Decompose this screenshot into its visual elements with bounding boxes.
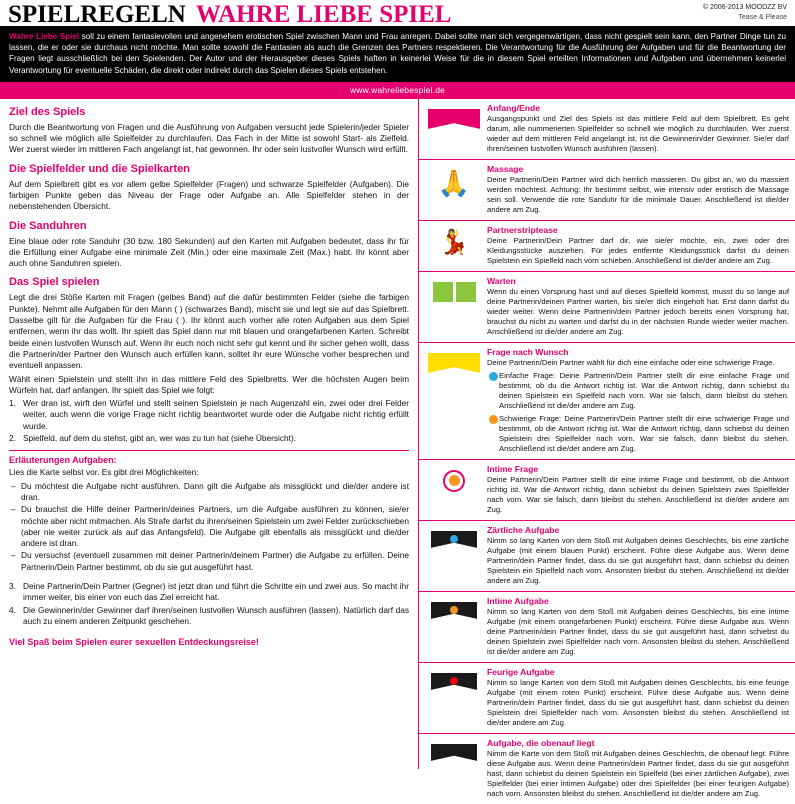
circle-orange-icon [423, 464, 485, 492]
entry-text: Deine Partnerin/Dein Partner darf dir, wie sie/er möchte, ein, zwei oder drei Kleidungsstücke ausziehen. Für jedes entfernte Kleidungsstück darfst du deinen Spielstein ein Spielfeld nach vorn schieben. Anschließend ist die/der andere am Zug. [487, 235, 789, 265]
entry-text: Ausgangspunkt und Ziel des Spiels ist das mittlere Feld auf dem Spielbrett. Es geht darum, alle nummerierten Spielfelder so schnell wie möglich zu durchlaufen. Wer zuerst wieder auf dem mittleren Feld angelangt ist, ist die Gewinnerin/der Gewinner. Sie/er darf ihren/seinen lustvollen Wunsch ausführen (lassen). [487, 113, 789, 153]
list-item [9, 481, 409, 504]
explanation-text: Du brauchst die Hilfe deiner Partnerin/deines Partners, um die Aufgabe ausführen zu können, sie/er möchte aber nicht mitmachen. Als Strafe darfst du ihren/seinen Spielstein um zwei Felder zurückschieben (aber nie weiter zurück als auf das Anfangsfeld). Die Aufgabe gilt ebenfalls als missglückt und die/der andere ist dran. [21, 504, 409, 549]
rules-column [0, 99, 418, 769]
legend-entry-anfang-ende [419, 99, 795, 160]
copyright-line-1: © 2006-2013 MOODZZ BV [702, 4, 787, 11]
entry-title: Massage [487, 163, 524, 174]
numbered-steps-2 [9, 581, 409, 627]
sub-entry-einfache-frage [487, 371, 789, 411]
section-title-sanduhren: Die Sanduhren [9, 219, 87, 232]
banner-black-red-dot-icon [423, 667, 485, 690]
sub-entry-text: Einfache Frage: Deine Partnerin/Dein Partner stellt dir eine einfache Frage und bestimmt, ob du die Antwort richtig ist. War die Antwort richtig, dann schiebst du deinen Spielstein ein Spielfeld nach vorn. War sie falsch, dann bleibst du stehen. Anschließend ist die/der andere am Zug. [499, 370, 789, 410]
dash-bullet: – [11, 480, 16, 491]
legend-entry-zaertliche-aufgabe [419, 521, 795, 592]
section-title-spielen: Das Spiel spielen [9, 276, 100, 289]
explanations-list [9, 481, 409, 573]
explanation-text: Du versuchst (eventuell zusammen mit deiner Partnerin/deinem Partner) die Aufgabe zu erfüllen. Deine Partnerin/Dein Partner bestimmt, ob du sie gut ausgeführt hast. [21, 550, 409, 572]
entry-text: Deine Partnerin/Dein Partner wird dich herrlich massieren. Du gibst an, wo du massiert werden möchtest. Achtung: Ihr bestimmt selbst, wie intensiv oder erotisch die Massage sein soll. Verwende die rote Sanduhr für die minimale Dauer. Anschließend ist die/der andere am Zug. [487, 174, 789, 214]
step-number: 2. [9, 433, 16, 444]
list-item [9, 605, 409, 628]
entry-title: Warten [487, 275, 516, 286]
content-columns [0, 99, 795, 798]
legend-entry-warten [419, 272, 795, 343]
entry-text: Nimm so lang Karten von dem Stoß mit Aufgaben deines Geschlechts, bis eine intime Aufgabe (mit einem orangefarbenen Punkt) erscheint. Führe diese Aufgabe aus. Wenn deine Partnerin/dein Partner findet, dass du sie gut ausgeführt hast, dann schiebst du deinen Spielstein zwei Spielfelder nach vorn. Ansonsten bleibst du stehen. Anschließend ist die/der andere am Zug. [487, 606, 789, 656]
praying-hands-icon: 🙏 [437, 167, 471, 198]
divider [9, 450, 409, 451]
blue-dot-icon [487, 371, 499, 381]
step-text: Deine Partnerin/Dein Partner (Gegner) ist jetzt dran und führt die Schritte ein und zwei aus. So macht ihr immer weiter, bis einer von euch das Ziel erreicht hat. [23, 581, 409, 603]
banner-black-blue-dot-icon [423, 525, 485, 548]
entry-text: Nimm so lange Karten von dem Stoß mit Aufgaben deines Geschlechts, bis eine feurige Aufgabe (mit einem roten Punkt) erscheint. Führe diese Aufgabe aus. Wenn deine Partnerin/dein Partner findet, dass du sie gut ausgeführt hast, dann schiebst du deinen Spielstein drei Spielfelder nach vorn. Ansonsten bleibst du stehen. Anschließend ist die/der andere am Zug. [487, 677, 789, 727]
section-title-ziel: Ziel des Spiels [9, 105, 86, 118]
section-text-ziel: Durch die Beantwortung von Fragen und die Ausführung von Aufgaben versucht jede Spielerin/jeder Spieler so schnell wie möglich alle Spielfelder zu durchlaufen. Das Fach in der Mitte ist sowohl Start- als Zielfeld. Wer zuerst wieder im mittleren Fach angelangt ist, hat gewonnen. Ihr oder sein lustvoller Wunsch wird erfüllt. [9, 121, 409, 155]
section-text-spielfelder: Auf dem Spielbrett gibt es vor allem gelbe Spielfelder (Fragen) und schwarze Spielfelder (Aufgaben). Die farbigen Punkte geben das Niveau der Frage oder Aufgabe an. Alle Spielfelder stehen in der nebenstehenden Übersicht. [9, 178, 409, 212]
list-item [9, 550, 409, 573]
orange-dot-icon [487, 414, 499, 424]
list-item [9, 504, 409, 549]
legend-entry-partnerstriptease [419, 221, 795, 272]
entry-title: Partnerstriptease [487, 224, 558, 235]
numbered-steps-1 [9, 398, 409, 444]
copyright-line-2: Tease & Please [738, 14, 787, 21]
dash-bullet: – [11, 504, 16, 515]
section-title-spielfelder: Die Spielfelder und die Spielkarten [9, 162, 190, 175]
entry-title: Intime Aufgabe [487, 595, 549, 606]
title-black: SPIELREGELN [8, 1, 186, 28]
entry-text: Deine Partnerin/Dein Partner wählt für dich eine einfache oder eine schwierige Frage. [487, 357, 775, 367]
banner-yellow-icon [423, 347, 485, 373]
intro-text: soll zu einem fantasievollen und angenehem erotischen Spiel zwischen Mann und Frau anregen. Dabei sollte man sich vergegenwärtigen, dass nicht gespielt sein kann, den Partner Dinge tun zu lassen, die er oder sie durchaus nicht möchte. Man sollte sowohl die Fantasien als auch die Grenzen des Partners respektieren. Die Verantwortung für die Ausführung der Aufgaben und für die Beantwortung der Fragen liegt ausschließlich bei den Spielenden. Der Autor und der Herausgeber dieses Spiels haften in keinerlei Weise für die in diesem Spiel erteilten Informationen und Aufgaben und übernehmen keinerlei Verantwortung für eventuelle Schäden, die direkt oder indirekt durch das Spielen dieses Spiels entstehen. [9, 32, 786, 75]
copyright-block [703, 3, 787, 23]
step-text: Spielfeld, auf dem du stehst, gibt an, wer was zu tun hat (siehe Übersicht). [23, 433, 297, 444]
page-title [8, 2, 789, 28]
list-item [9, 398, 409, 432]
sub-entry-text: Schwierige Frage: Deine Partnerin/Dein Partner stellt dir eine schwierige Frage und bestimmt, ob die Antwort richtig ist. War die Antwort richtig, dann schiebst du deinen Spielstein drei Spielfelder nach vorn. War sie falsch, dann bleibst du stehen. Anschließend ist die/der andere am Zug. [499, 413, 789, 453]
closing-message: Viel Spaß beim Spielen eurer sexuellen Entdeckungsreise! [9, 637, 259, 648]
legend-entry-feurige-aufgabe [419, 663, 795, 734]
legend-entry-intime-frage [419, 460, 795, 521]
entry-title: Zärtliche Aufgabe [487, 524, 560, 535]
entry-title: Intime Frage [487, 463, 539, 474]
striptease-figure-icon: 💃 [439, 228, 469, 256]
explanation-text: Du möchtest die Aufgabe nicht ausführen. Dann gilt die Aufgabe als missglückt und die/der andere ist dran. [21, 480, 409, 502]
section-text-spielen-2: Wählt einen Spielstein und stellt ihn in das mittlere Feld des Spielbretts. Wer die höchsten Augen beim Würfeln hat, darf anfangen. Ihr spielt das Spiel wie folgt: [9, 373, 409, 395]
legend-entry-intime-aufgabe [419, 592, 795, 663]
banner-black-plain-icon [423, 738, 485, 761]
entry-text: Deine Partnerin/Dein Partner stellt dir eine intime Frage und bestimmt, ob die Antwort richtig ist. War die Antwort richtig, dann schiebst du deinen Spielstein zwei Spielfelder nach vorn. War sie falsch, dann bleibst du stehen. Anschließend ist die/der andere am Zug. [487, 474, 789, 514]
section-text-sanduhren: Eine blaue oder rote Sanduhr (30 bzw. 180 Sekunden) auf den Karten mit Aufgaben bedeutet, dass ihr für die Erfüllung einer Aufgabe eine minimale Zeit (Min.) oder eine maximale Zeit (Max.) habt. Ihr könnt aber auch ohne Sanduhren spielen. [9, 235, 409, 269]
entry-title: Aufgabe, die obenauf liegt [487, 737, 595, 748]
entry-title: Frage nach Wunsch [487, 346, 569, 357]
explanations-title: Erläuterungen Aufgaben: [9, 455, 117, 466]
intro-lead: Wahre Liebe Spiel [9, 32, 80, 41]
sub-entry-schwierige-frage [487, 414, 789, 454]
step-number: 3. [9, 581, 16, 592]
explanations-lead: Lies die Karte selbst vor. Es gibt drei Möglichkeiten: [9, 467, 199, 478]
page-header [0, 0, 795, 26]
section-text-spielen-1: Legt die drei Stöße Karten mit Fragen (gelbes Band) auf die dafür bestimmten Felder (siehe die farbigen Punkte). Nehmt alle Aufgaben für den Mann ( ) (schwarzes Band), mischt sie und legt sie auf das Spielbrett. Dasselbe gilt für die Aufgaben für die Frau ( ). Ihr könnt auch vorher alle roten Aufgaben aus dem Spiel entfernen, wenn ihr das wollt. Ihr spielt das Spiel dann nur mit blauen und orangefarbenen Karten. Schreibt beide einen lustvollen Wunsch auf. Wenn ihr euch noch nicht sehr gut kennt und ihr sicher gehen wollt, dass die Partnerin/der Partner den Wunsch auch erfüllen kann, solltet ihr eure Wünsche vorher besprechen und eventuell anpassen. [9, 292, 409, 371]
banner-black-orange-dot-icon [423, 596, 485, 619]
legend-entry-frage-nach-wunsch [419, 343, 795, 460]
dash-bullet: – [11, 550, 16, 561]
entry-text: Nimm die Karte von dem Stoß mit Aufgaben deines Geschlechts, die obenauf liegt. Führe diese Aufgabe aus. Wenn deine Partnerin/dein Partner findet, dass du sie gut ausgeführt hast, dann schiebst du deinen Spielstein ein Spielfeld (bei einer zärtlichen Aufgabe), zwei Spielfelder (bei einer intimen Aufgabe) oder drei Spielfelder (bei einer feurigen Aufgabe) nach vorn. Ansonsten bleibst du stehen. Anschließend ist die/der andere am Zug. [487, 748, 789, 798]
step-number: 4. [9, 604, 16, 615]
step-text: Wer dran ist, wirft den Würfel und stellt seinen Spielstein je nach Augenzahl ein, zwei oder drei Felder weiter, auch wenn die vorige Frage nicht richtig beantwortet wurde oder die Aufgabe nicht richtig erfüllt wurde. [23, 398, 409, 431]
legend-column [418, 99, 795, 798]
step-text: Die Gewinnerin/der Gewinner darf ihren/seinen lustvollen Wunsch ausführen (lassen). Natürlich darf das auch zu einem anderen Zeitpunkt geschehen. [23, 604, 409, 626]
green-squares-icon [423, 276, 485, 302]
entry-title: Feurige Aufgabe [487, 666, 555, 677]
legend-entry-aufgabe-obenauf [419, 734, 795, 804]
legend-entry-massage [419, 160, 795, 221]
list-item [9, 433, 409, 444]
banner-pink-icon [423, 103, 485, 129]
entry-text: Wenn du einen Vorsprung hast und auf dieses Spielfeld kommst, musst du so lange auf deine Partnerin/deinen Partner warten, bis sie/er dich eingeholt hat. Erst dann darfst du wieder weiter. Wenn deine Partnerin/dein Partner jedoch bereits einen Vorsprung hat, brauchst du nicht zu warten und darfst du in der nächsten Runde wieder weiter machen. Anschließend ist die/der andere am Zug. [487, 286, 789, 336]
entry-title: Anfang/Ende [487, 102, 540, 113]
website-url[interactable]: www.wahreliebespiel.de [0, 82, 795, 99]
step-number: 1. [9, 398, 16, 409]
entry-text: Nimm so lang Karten von dem Stoß mit Aufgaben deines Geschlechts, bis eine zärtliche Aufgabe (mit einem blauen Punkt) erscheint. Führe diese Aufgabe aus. Wenn deine Partnerin/dein Partner findet, dass du sie gut ausgeführt hast, dann schiebst du deinen Spielstein ein Spielfeld nach vorn. Ansonsten bleibst du stehen. Anschließend ist die/der andere am Zug. [487, 535, 789, 585]
title-pink: WAHRE LIEBE SPIEL [195, 1, 452, 28]
list-item [9, 581, 409, 604]
intro-disclaimer [0, 26, 795, 82]
